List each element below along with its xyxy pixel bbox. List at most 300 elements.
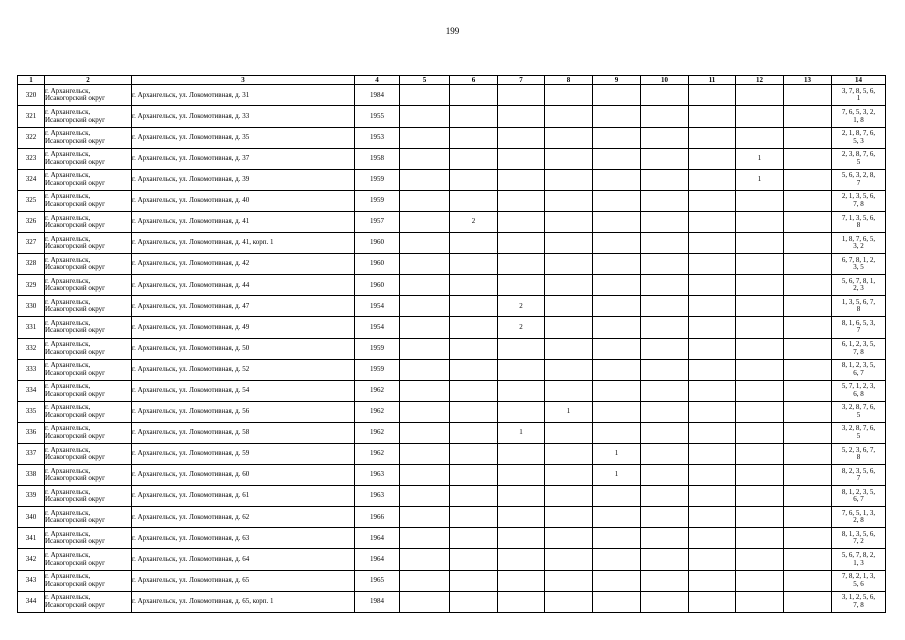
- table-row: [18, 275, 886, 296]
- address-cell: г. Архангельск, ул. Локомотивная, д. 44: [132, 275, 355, 296]
- col9-cell: [593, 169, 641, 190]
- col8-cell: [545, 549, 593, 570]
- table-row: [18, 254, 886, 275]
- codes-line: 5, 6, 7, 8, 2,: [841, 551, 876, 559]
- col5-cell: [400, 338, 450, 359]
- col10-cell: [641, 401, 689, 422]
- codes-line: 7, 8: [853, 347, 864, 356]
- year-cell: 1960: [355, 275, 400, 296]
- col13-cell: [784, 549, 832, 570]
- col6-cell: [450, 275, 498, 296]
- table-row: [18, 422, 886, 443]
- col11-cell: [689, 570, 736, 591]
- district-line: г. Архангельск,: [45, 508, 91, 517]
- col8-cell: [545, 169, 593, 190]
- address-cell: г. Архангельск, ул. Локомотивная, д. 49: [132, 317, 355, 338]
- col12-cell: [736, 338, 784, 359]
- col8-cell: [545, 359, 593, 380]
- codes-line: 8: [856, 305, 861, 314]
- codes-line: 7, 8, 2, 1, 3,: [841, 572, 876, 581]
- district-cell: [45, 275, 132, 296]
- col8-cell: [545, 443, 593, 464]
- codes-line: 5, 7, 1, 2, 3,: [841, 382, 876, 391]
- col10-cell: [641, 359, 689, 380]
- col6-cell: [450, 190, 498, 211]
- col8-cell: [545, 591, 593, 612]
- column-header-6: 6: [450, 76, 498, 85]
- codes-cell: [832, 296, 886, 317]
- table-row: [18, 85, 886, 106]
- table-row: [18, 549, 886, 570]
- address-cell: г. Архангельск, ул. Локомотивная, д. 39: [132, 169, 355, 190]
- district-cell: [45, 127, 132, 148]
- address-cell: г. Архангельск, ул. Локомотивная, д. 60: [132, 465, 355, 486]
- codes-line: 1, 3, 5, 6, 7,: [841, 297, 876, 306]
- col12-cell: [736, 127, 784, 148]
- col13-cell: [784, 591, 832, 612]
- col5-cell: [400, 275, 450, 296]
- year-cell: 1962: [355, 401, 400, 422]
- row-number: 322: [18, 127, 45, 148]
- col7-cell: [498, 233, 545, 254]
- address-cell: г. Архангельск, ул. Локомотивная, д. 37: [132, 148, 355, 169]
- col9-cell: [593, 486, 641, 507]
- codes-line: 6, 7: [853, 495, 864, 504]
- col11-cell: [689, 549, 736, 570]
- codes-line: 5, 6: [853, 579, 864, 588]
- col10-cell: [641, 591, 689, 612]
- district-line: г. Архангельск,: [45, 361, 91, 370]
- row-number: 330: [18, 296, 45, 317]
- address-cell: г. Архангельск, ул. Локомотивная, д. 31: [132, 85, 355, 106]
- col9-cell: [593, 254, 641, 275]
- col8-cell: [545, 486, 593, 507]
- district-cell: [45, 211, 132, 232]
- year-cell: 1959: [355, 359, 400, 380]
- district-cell: [45, 148, 132, 169]
- col13-cell: [784, 254, 832, 275]
- row-number: 338: [18, 465, 45, 486]
- district-line: г. Архангельск,: [45, 593, 91, 602]
- district-cell: [45, 359, 132, 380]
- year-cell: 1963: [355, 465, 400, 486]
- district-cell: [45, 296, 132, 317]
- col5-cell: [400, 570, 450, 591]
- district-line: г. Архангельск,: [45, 213, 91, 222]
- col13-cell: [784, 127, 832, 148]
- codes-cell: [832, 549, 886, 570]
- col6-cell: [450, 359, 498, 380]
- col6-cell: [450, 401, 498, 422]
- col11-cell: [689, 443, 736, 464]
- col12-cell: [736, 422, 784, 443]
- col9-cell: [593, 190, 641, 211]
- col8-cell: [545, 528, 593, 549]
- col13-cell: [784, 359, 832, 380]
- col11-cell: [689, 317, 736, 338]
- year-cell: 1963: [355, 486, 400, 507]
- col10-cell: [641, 275, 689, 296]
- col10-cell: [641, 549, 689, 570]
- table-row: [18, 338, 886, 359]
- col11-cell: [689, 169, 736, 190]
- col12-cell: [736, 190, 784, 211]
- column-header-13: 13: [784, 76, 832, 85]
- district-line: г. Архангельск,: [45, 150, 91, 159]
- col11-cell: [689, 85, 736, 106]
- col7-cell: [498, 85, 545, 106]
- table-row: [18, 106, 886, 127]
- codes-line: 8, 1, 2, 3, 5,: [841, 487, 876, 496]
- district-line: Исакогорский округ: [45, 558, 106, 567]
- district-cell: [45, 380, 132, 401]
- address-cell: г. Архангельск, ул. Локомотивная, д. 42: [132, 254, 355, 275]
- district-line: Исакогорский округ: [45, 368, 106, 377]
- col8-cell: [545, 148, 593, 169]
- district-cell: [45, 190, 132, 211]
- codes-line: 3, 5: [853, 263, 864, 272]
- row-number: 320: [18, 85, 45, 106]
- col10-cell: [641, 296, 689, 317]
- col5-cell: [400, 465, 450, 486]
- year-cell: 1953: [355, 127, 400, 148]
- col12-cell: [736, 465, 784, 486]
- col6-cell: [450, 486, 498, 507]
- col7-cell: [498, 591, 545, 612]
- codes-cell: [832, 443, 886, 464]
- col10-cell: [641, 380, 689, 401]
- col11-cell: [689, 380, 736, 401]
- codes-line: 6, 7: [853, 368, 864, 377]
- district-line: г. Архангельск,: [45, 424, 91, 433]
- col7-cell: [498, 148, 545, 169]
- address-cell: г. Архангельск, ул. Локомотивная, д. 56: [132, 401, 355, 422]
- col5-cell: [400, 296, 450, 317]
- district-cell: [45, 443, 132, 464]
- codes-line: 7: [856, 474, 861, 483]
- col11-cell: [689, 359, 736, 380]
- col9-cell: [593, 549, 641, 570]
- row-number: 323: [18, 148, 45, 169]
- codes-line: 6, 1, 2, 3, 5,: [841, 340, 876, 349]
- col7-cell: [498, 127, 545, 148]
- col8-cell: [545, 233, 593, 254]
- col8-cell: [545, 465, 593, 486]
- codes-line: 3, 7, 8, 5, 6,: [841, 86, 876, 95]
- col5-cell: [400, 422, 450, 443]
- col10-cell: [641, 169, 689, 190]
- col11-cell: [689, 422, 736, 443]
- col11-cell: [689, 401, 736, 422]
- year-cell: 1954: [355, 296, 400, 317]
- year-cell: 1966: [355, 507, 400, 528]
- codes-cell: [832, 486, 886, 507]
- col9-cell: [593, 106, 641, 127]
- table-row: [18, 317, 886, 338]
- col12-cell: [736, 528, 784, 549]
- col13-cell: [784, 85, 832, 106]
- year-cell: 1959: [355, 169, 400, 190]
- codes-line: 7: [856, 326, 861, 335]
- col10-cell: [641, 85, 689, 106]
- codes-line: 3, 1, 2, 5, 6,: [841, 593, 876, 602]
- column-header-4: 4: [355, 76, 400, 85]
- year-cell: 1965: [355, 570, 400, 591]
- col6-cell: [450, 296, 498, 317]
- col9-cell: [593, 570, 641, 591]
- col9-cell: [593, 338, 641, 359]
- col7-cell: [498, 570, 545, 591]
- district-line: Исакогорский округ: [45, 199, 106, 208]
- table-row: [18, 359, 886, 380]
- col11-cell: [689, 528, 736, 549]
- district-line: Исакогорский округ: [45, 410, 106, 419]
- col10-cell: [641, 443, 689, 464]
- col10-cell: [641, 211, 689, 232]
- codes-line: 3, 2, 8, 7, 6,: [841, 424, 876, 433]
- codes-cell: [832, 338, 886, 359]
- codes-cell: [832, 317, 886, 338]
- col8-cell: [545, 570, 593, 591]
- col5-cell: [400, 359, 450, 380]
- col13-cell: [784, 401, 832, 422]
- district-line: Исакогорский округ: [45, 431, 106, 440]
- col12-cell: [736, 486, 784, 507]
- col9-cell: [593, 211, 641, 232]
- col7-cell: [498, 507, 545, 528]
- column-header-7: 7: [498, 76, 545, 85]
- page-number: 199: [445, 26, 460, 36]
- row-number: 321: [18, 106, 45, 127]
- column-header-10: 10: [641, 76, 689, 85]
- col10-cell: [641, 148, 689, 169]
- col10-cell: [641, 106, 689, 127]
- district-cell: [45, 549, 132, 570]
- codes-cell: [832, 591, 886, 612]
- col13-cell: [784, 422, 832, 443]
- column-header-3: 3: [132, 76, 355, 85]
- year-cell: 1964: [355, 549, 400, 570]
- col5-cell: [400, 233, 450, 254]
- codes-cell: [832, 169, 886, 190]
- col11-cell: [689, 338, 736, 359]
- col6-cell: [450, 317, 498, 338]
- district-line: Исакогорский округ: [45, 263, 106, 272]
- codes-line: 5, 3: [853, 136, 864, 145]
- district-line: Исакогорский округ: [45, 326, 106, 335]
- codes-line: 2, 1, 3, 5, 6,: [841, 192, 876, 201]
- col9-cell: [593, 148, 641, 169]
- col5-cell: [400, 401, 450, 422]
- table-body: [18, 85, 886, 612]
- district-line: Исакогорский округ: [45, 347, 106, 356]
- district-line: г. Архангельск,: [45, 297, 91, 306]
- col12-cell: [736, 211, 784, 232]
- col10-cell: [641, 528, 689, 549]
- col5-cell: [400, 85, 450, 106]
- address-cell: г. Архангельск, ул. Локомотивная, д. 33: [132, 106, 355, 127]
- col8-cell: [545, 380, 593, 401]
- district-line: г. Архангельск,: [45, 276, 91, 285]
- codes-cell: [832, 85, 886, 106]
- col13-cell: [784, 317, 832, 338]
- district-line: г. Архангельск,: [45, 318, 91, 327]
- table-row: [18, 443, 886, 464]
- col11-cell: [689, 591, 736, 612]
- codes-line: 2, 3: [853, 284, 864, 293]
- address-cell: г. Архангельск, ул. Локомотивная, д. 65, корп. 1: [132, 591, 355, 612]
- row-number: 334: [18, 380, 45, 401]
- col8-cell: [545, 338, 593, 359]
- address-cell: г. Архангельск, ул. Локомотивная, д. 52: [132, 359, 355, 380]
- codes-cell: [832, 211, 886, 232]
- row-number: 342: [18, 549, 45, 570]
- col11-cell: [689, 190, 736, 211]
- codes-line: 1: [856, 94, 861, 103]
- col9-cell: [593, 380, 641, 401]
- district-line: г. Архангельск,: [45, 382, 91, 391]
- col7-cell: [498, 359, 545, 380]
- codes-cell: [832, 422, 886, 443]
- col7-cell: [498, 169, 545, 190]
- district-cell: [45, 317, 132, 338]
- col7-cell: 1: [498, 422, 545, 443]
- address-cell: г. Архангельск, ул. Локомотивная, д. 64: [132, 549, 355, 570]
- col6-cell: [450, 591, 498, 612]
- district-line: г. Архангельск,: [45, 192, 91, 201]
- col12-cell: [736, 359, 784, 380]
- col12-cell: [736, 85, 784, 106]
- row-number: 340: [18, 507, 45, 528]
- row-number: 336: [18, 422, 45, 443]
- codes-line: 2, 8: [853, 516, 864, 525]
- row-number: 325: [18, 190, 45, 211]
- table-row: [18, 401, 886, 422]
- table-row: [18, 127, 886, 148]
- codes-line: 7, 6, 5, 3, 2,: [841, 108, 876, 117]
- district-line: Исакогорский округ: [45, 495, 106, 504]
- district-line: Исакогорский округ: [45, 94, 106, 103]
- codes-cell: [832, 190, 886, 211]
- col9-cell: [593, 275, 641, 296]
- year-cell: 1962: [355, 422, 400, 443]
- col7-cell: [498, 549, 545, 570]
- year-cell: 1962: [355, 443, 400, 464]
- col13-cell: [784, 211, 832, 232]
- district-line: г. Архангельск,: [45, 108, 91, 117]
- col7-cell: [498, 380, 545, 401]
- district-line: г. Архангельск,: [45, 255, 91, 264]
- codes-line: 1, 8: [853, 115, 864, 124]
- header-row: [18, 76, 886, 85]
- col9-cell: 1: [593, 443, 641, 464]
- col5-cell: [400, 254, 450, 275]
- district-line: Исакогорский округ: [45, 136, 106, 145]
- codes-line: 3, 2: [853, 242, 864, 251]
- column-header-2: 2: [45, 76, 132, 85]
- column-header-11: 11: [689, 76, 736, 85]
- district-line: Исакогорский округ: [45, 115, 106, 124]
- col5-cell: [400, 169, 450, 190]
- col6-cell: [450, 106, 498, 127]
- col12-cell: [736, 549, 784, 570]
- codes-line: 1, 8, 7, 6, 5,: [841, 234, 876, 243]
- table-row: [18, 148, 886, 169]
- col12-cell: [736, 106, 784, 127]
- codes-cell: [832, 148, 886, 169]
- col5-cell: [400, 106, 450, 127]
- col12-cell: [736, 275, 784, 296]
- col12-cell: [736, 317, 784, 338]
- col13-cell: [784, 528, 832, 549]
- col8-cell: [545, 254, 593, 275]
- district-cell: [45, 169, 132, 190]
- district-cell: [45, 106, 132, 127]
- district-cell: [45, 507, 132, 528]
- col6-cell: [450, 465, 498, 486]
- col8-cell: [545, 317, 593, 338]
- codes-cell: [832, 233, 886, 254]
- codes-line: 1, 3: [853, 558, 864, 567]
- col12-cell: [736, 443, 784, 464]
- district-line: Исакогорский округ: [45, 516, 106, 525]
- col13-cell: [784, 507, 832, 528]
- col11-cell: [689, 507, 736, 528]
- codes-cell: [832, 254, 886, 275]
- col9-cell: [593, 296, 641, 317]
- address-cell: г. Архангельск, ул. Локомотивная, д. 41: [132, 211, 355, 232]
- col10-cell: [641, 233, 689, 254]
- year-cell: 1984: [355, 85, 400, 106]
- district-line: г. Архангельск,: [45, 403, 91, 412]
- col5-cell: [400, 591, 450, 612]
- col6-cell: [450, 380, 498, 401]
- year-cell: 1959: [355, 190, 400, 211]
- district-line: г. Архангельск,: [45, 171, 91, 180]
- district-line: г. Архангельск,: [45, 487, 91, 496]
- col11-cell: [689, 148, 736, 169]
- col11-cell: [689, 254, 736, 275]
- col9-cell: [593, 591, 641, 612]
- codes-cell: [832, 528, 886, 549]
- column-header-5: 5: [400, 76, 450, 85]
- col11-cell: [689, 486, 736, 507]
- col9-cell: [593, 317, 641, 338]
- row-number: 333: [18, 359, 45, 380]
- col11-cell: [689, 275, 736, 296]
- col13-cell: [784, 275, 832, 296]
- codes-cell: [832, 275, 886, 296]
- row-number: 343: [18, 570, 45, 591]
- district-line: Исакогорский округ: [45, 537, 106, 546]
- table-row: [18, 591, 886, 612]
- col7-cell: [498, 254, 545, 275]
- district-cell: [45, 528, 132, 549]
- row-number: 327: [18, 233, 45, 254]
- col8-cell: [545, 106, 593, 127]
- col8-cell: [545, 85, 593, 106]
- col7-cell: [498, 275, 545, 296]
- codes-line: 8, 1, 2, 3, 5,: [841, 361, 876, 370]
- col7-cell: [498, 211, 545, 232]
- district-line: Исакогорский округ: [45, 474, 106, 483]
- col12-cell: [736, 296, 784, 317]
- col6-cell: [450, 570, 498, 591]
- col6-cell: [450, 169, 498, 190]
- district-cell: [45, 486, 132, 507]
- column-header-14: 14: [832, 76, 886, 85]
- address-cell: г. Архангельск, ул. Локомотивная, д. 58: [132, 422, 355, 443]
